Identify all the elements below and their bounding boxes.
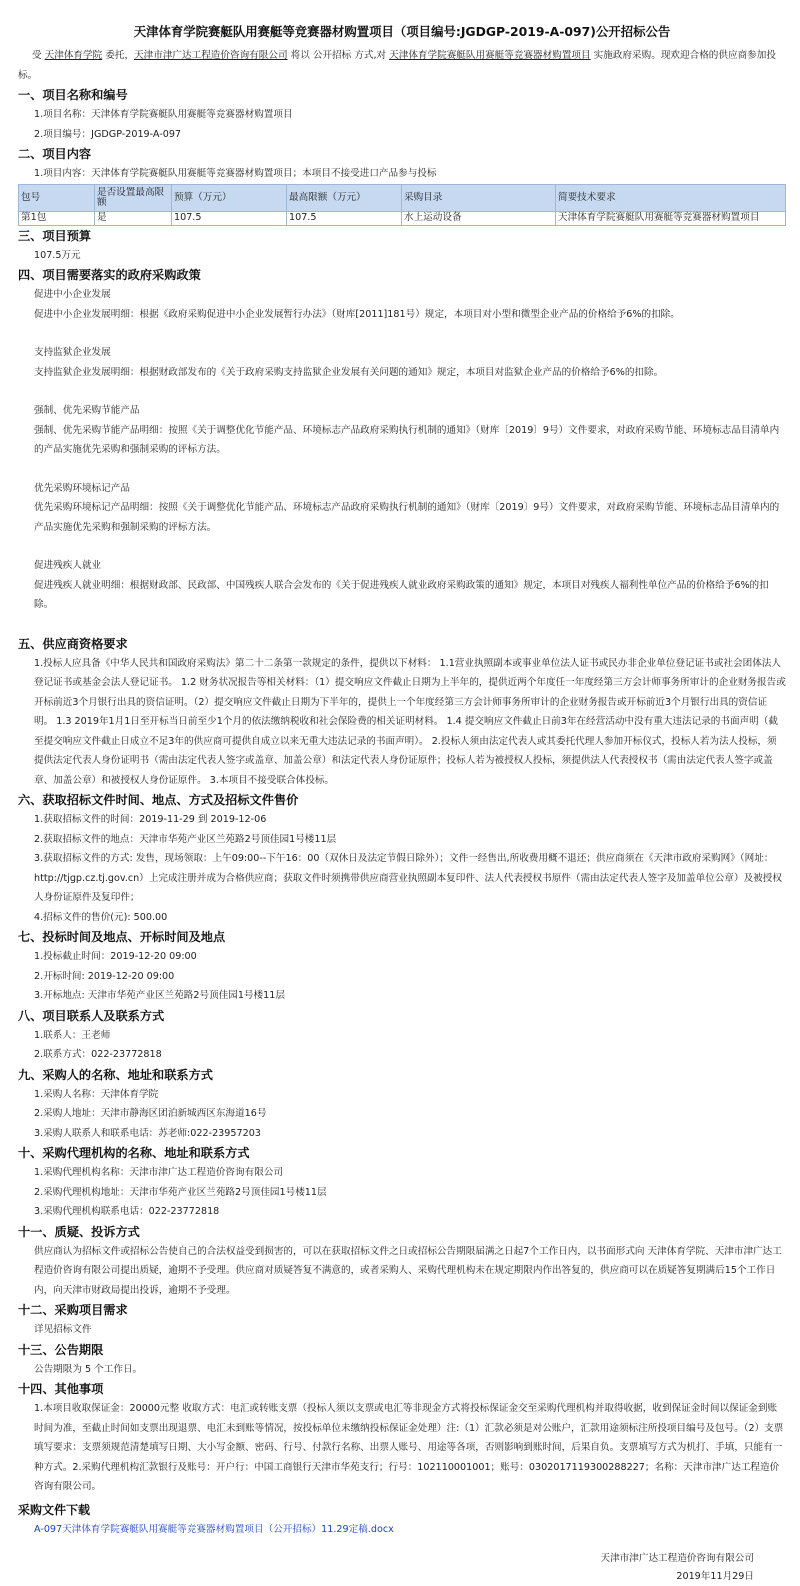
policy-name: 强制、优先采购节能产品	[34, 405, 140, 416]
table-header-cell: 采购目录	[402, 184, 556, 211]
purchaser-address-line: 2.采购人地址：天津市静海区团泊新城西区东海道16号	[34, 1108, 267, 1119]
intro-text-3: 将以 公开招标 方式,对	[287, 50, 390, 61]
policy-name: 支持监狱企业发展	[34, 347, 111, 358]
signature-org: 天津市津广达工程造价咨询有限公司	[600, 1552, 754, 1564]
agency-link[interactable]: 天津市津广达工程造价咨询有限公司	[134, 50, 288, 61]
table-header-cell: 是否设置最高限额	[95, 184, 172, 211]
policy-detail: 强制、优先采购节能产品明细：按照《关于调整优化节能产品、环境标志产品政府采购执行机制的通知》（财库〔2019〕9号）文件要求，对政府采购节能、环境标志品目清单内的产品实施优先采购和强制采购的评标方法。	[34, 424, 780, 455]
section-heading-3: 三、项目预算	[18, 228, 92, 243]
intro-text-1: 受	[32, 50, 45, 61]
notice-period-line: 公告期限为 5 个工作日。	[34, 1363, 143, 1375]
download-heading: 采购文件下载	[18, 1502, 91, 1517]
package-table	[18, 184, 786, 226]
agency-address-line: 2.采购代理机构地址：天津市华苑产业区兰苑路2号顶佳园1号楼11层	[34, 1186, 327, 1198]
signature-date: 2019年11月29日	[676, 1570, 754, 1582]
section-heading-5: 五、供应商资格要求	[18, 636, 128, 651]
purchaser-name-line: 1.采购人名称：天津体育学院	[34, 1088, 159, 1100]
bid-deadline-line: 1.投标截止时间：2019-12-20 09:00	[34, 951, 197, 962]
complaint-text: 供应商认为招标文件或招标公告使自己的合法权益受到损害的，可以在获取招标文件之日或招标公告期限届满之日起7个工作日内，以书面形式向 天津体育学院、天津市津广达工程造价咨询有限公司提出质疑，逾期不予受理。供应商对质疑答复不满意的，或者采购人、采购代理机构未在规定期限内作出答复的，供应商可以在质疑答复期满后15个工作日内，向天津市财政局提出投诉，逾期不予受理。	[34, 1245, 782, 1296]
table-row	[19, 211, 786, 225]
policy-name: 促进中小企业发展	[34, 289, 111, 300]
policy-name: 促进残疾人就业	[34, 560, 102, 571]
section-heading-13: 十三、公告期限	[18, 1342, 104, 1357]
doc-time-line: 1.获取招标文件的时间：2019-11-29 到 2019-12-06	[34, 814, 267, 825]
section-heading-8: 八、项目联系人及联系方式	[18, 1008, 165, 1023]
agency-phone-line: 3.采购代理机构联系电话：022-23772818	[34, 1206, 220, 1217]
table-cell: 107.5	[172, 211, 287, 225]
contact-phone-line: 2.联系方式：022-23772818	[34, 1049, 162, 1060]
opening-time-line: 2.开标时间: 2019-12-20 09:00	[34, 970, 175, 982]
other-matters-text: 1.本项目收取保证金：20000元整 收取方式：电汇或转账支票（投标人须以支票或电汇等非现金方式将投标保证金交至采购代理机构并取得收据，收到保证金时间以保证金到账时间为准，至截止时间如支票出现退票、电汇未到账等情况，按投标单位未缴纳投标保证金处理）注:（1）汇款必须是对公账户，汇款用途须标注所投项目编号及包号。（2）支票填写要求：支票须规范清楚填写日期、大小写金额、密码、行号、付款行名称、出票人账号、用途等各项，否则影响到账时间，后果自负。支票填写方式为机打、手填，只能有一种方式。2.采购代理机构汇款银行及账号：开户行：中国工商银行天津市华苑支行；行号：102110001001；账号：0302017119300288227；名称：天津市津广达工程造价咨询有限公司。	[34, 1403, 784, 1492]
intro-text-4: 实施政府采购。现欢迎合格的供应商参加投标。	[18, 50, 776, 81]
table-cell: 天津体育学院赛艇队用赛艇等竞赛器材购置项目	[556, 211, 786, 225]
section-heading-12: 十二、采购项目需求	[18, 1303, 128, 1317]
purchaser-link[interactable]: 天津体育学院	[44, 50, 103, 61]
section-heading-6: 六、获取招标文件时间、地点、方式及招标文件售价	[18, 793, 299, 807]
table-header-row	[19, 184, 786, 211]
table-cell: 107.5	[287, 211, 402, 225]
policy-detail: 支持监狱企业发展明细：根据财政部发布的《关于政府采购支持监狱企业发展有关问题的通知》规定，本项目对监狱企业产品的价格给予6%的扣除。	[34, 366, 664, 378]
intro-paragraph	[18, 46, 786, 85]
table-header-cell: 简要技术要求	[556, 184, 786, 211]
table-cell: 第1包	[19, 211, 95, 225]
section-heading-1: 一、项目名称和编号	[18, 88, 128, 102]
policy-detail: 促进残疾人就业明细：根据财政部、民政部、中国残疾人联合会发布的《关于促进残疾人就业政府采购政策的通知》规定，本项目对残疾人福利性单位产品的价格给予6%的扣除。	[34, 579, 769, 610]
purchaser-contact-line: 3.采购人联系人和联系电话：苏老师:022-23957203	[34, 1127, 261, 1139]
section-heading-2: 二、项目内容	[18, 147, 92, 161]
policy-detail: 优先采购环境标记产品明细：按照《关于调整优化节能产品、环境标志产品政府采购执行机制的通知》（财库〔2019〕9号）文件要求，对政府采购节能、环境标志品目清单内的产品实施优先采购和强制采购的评标方法。	[34, 502, 780, 533]
table-header-cell: 包号	[19, 184, 95, 211]
section-heading-7: 七、投标时间及地点、开标时间及地点	[18, 930, 226, 944]
doc-price-line: 4.招标文件的售价(元): 500.00	[34, 911, 168, 923]
section-heading-11: 十一、质疑、投诉方式	[18, 1224, 140, 1239]
section-heading-4: 四、项目需要落实的政府采购政策	[18, 268, 201, 282]
section-heading-9: 九、采购人的名称、地址和联系方式	[18, 1067, 213, 1082]
section-heading-10: 十、采购代理机构的名称、地址和联系方式	[18, 1146, 250, 1160]
contact-person-line: 1.联系人：王老师	[34, 1029, 111, 1041]
intro-text-2: 委托，	[102, 50, 135, 61]
download-file-link[interactable]: A-097天津体育学院赛艇队用赛艇等竞赛器材购置项目（公开招标）11.29定稿.docx	[34, 1524, 394, 1535]
project-number-line: 2.项目编号：JGDGP-2019-A-097	[34, 128, 182, 140]
table-cell: 水上运动设备	[402, 211, 556, 225]
doc-method-line: 3.获取招标文件的方式: 发售，现场领取：上午09:00--下午16：00（双休日及法定节假日除外）；文件一经售出,所收费用概不退还；供应商须在《天津市政府采购网》（网址：http://tjgp.cz.tj.gov.cn）上完成注册并成为合格供应商；获取文件时须携带供应商营业执照副本复印件、法人代表授权书原件（需由法定代表人签字及加盖单位公章）及被授权人身份证原件及复印件；	[34, 853, 782, 903]
doc-place-line: 2.获取招标文件的地点：天津市华苑产业区兰苑路2号顶佳园1号楼11层	[34, 833, 337, 845]
requirements-line: 详见招标文件	[34, 1324, 92, 1335]
opening-place-line: 3.开标地点: 天津市华苑产业区兰苑路2号顶佳园1号楼11层	[34, 990, 285, 1001]
policy-name: 优先采购环境标记产品	[34, 482, 130, 494]
signature-block	[18, 1550, 786, 1586]
table-header-cell: 预算（万元）	[172, 184, 287, 211]
table-cell: 是	[95, 211, 172, 225]
table-header-cell: 最高限额（万元）	[287, 184, 402, 211]
agency-name-line: 1.采购代理机构名称：天津市津广达工程造价咨询有限公司	[34, 1167, 283, 1178]
project-link[interactable]: 天津体育学院赛艇队用赛艇等竞赛器材购置项目	[389, 50, 591, 61]
budget-line: 107.5万元	[34, 249, 81, 261]
section-heading-14: 十四、其他事项	[18, 1382, 104, 1396]
policy-detail: 促进中小企业发展明细：根据《政府采购促进中小企业发展暂行办法》（财库[2011]181号）规定，本项目对小型和微型企业产品的价格给予6%的扣除。	[34, 308, 680, 320]
project-content-line: 1.项目内容：天津体育学院赛艇队用赛艇等竞赛器材购置项目；本项目不接受进口产品参与投标	[34, 168, 437, 179]
qualification-text: 1.投标人应具备《中华人民共和国政府采购法》第二十二条第一款规定的条件，提供以下材料： 1.1营业执照副本或事业单位法人证书或民办非企业单位登记证书或社会团体法人登记证书或基金会法人登记证书。 1.2 财务状况报告等相关材料：（1）提交响应文件截止日期为上半年的，提供近两个年度任一年度经第三方会计师事务所审计的企业财务报告或开标前近3个月银行出具的资信证明。（2）提交响应文件截止日期为下半年的，提供上一个年度经第三方会计师事务所审计的企业财务报告或开标前近3个月银行出具的资信证明。 1.3 2019年1月1日至开标当日前至少1个月的依法缴纳税收和社会保险费的相关证明材料。 1.4 提交响应文件截止日前3年在经营活动中没有重大违法记录的书面声明（截至提交响应文件截止日成立不足3年的供应商可提供自成立以来无重大违法记录的书面声明）。 2.投标人须由法定代表人或其委托代理人参加开标仪式，投标人若为法人投标，须提供法定代表人身份证明书（需由法定代表人签字或盖章、加盖公章）和法定代表人身份证原件；投标人若为被授权人投标，须提供法人代表授权书（需由法定代表人签字或盖章、加盖公章）和被授权人身份证原件。 3.本项目不接受联合体投标。	[34, 657, 786, 786]
page-title: 天津体育学院赛艇队用赛艇等竞赛器材购置项目（项目编号:JGDGP-2019-A-097)公开招标公告	[133, 24, 671, 39]
project-name-line: 1.项目名称：天津体育学院赛艇队用赛艇等竞赛器材购置项目	[34, 109, 293, 120]
